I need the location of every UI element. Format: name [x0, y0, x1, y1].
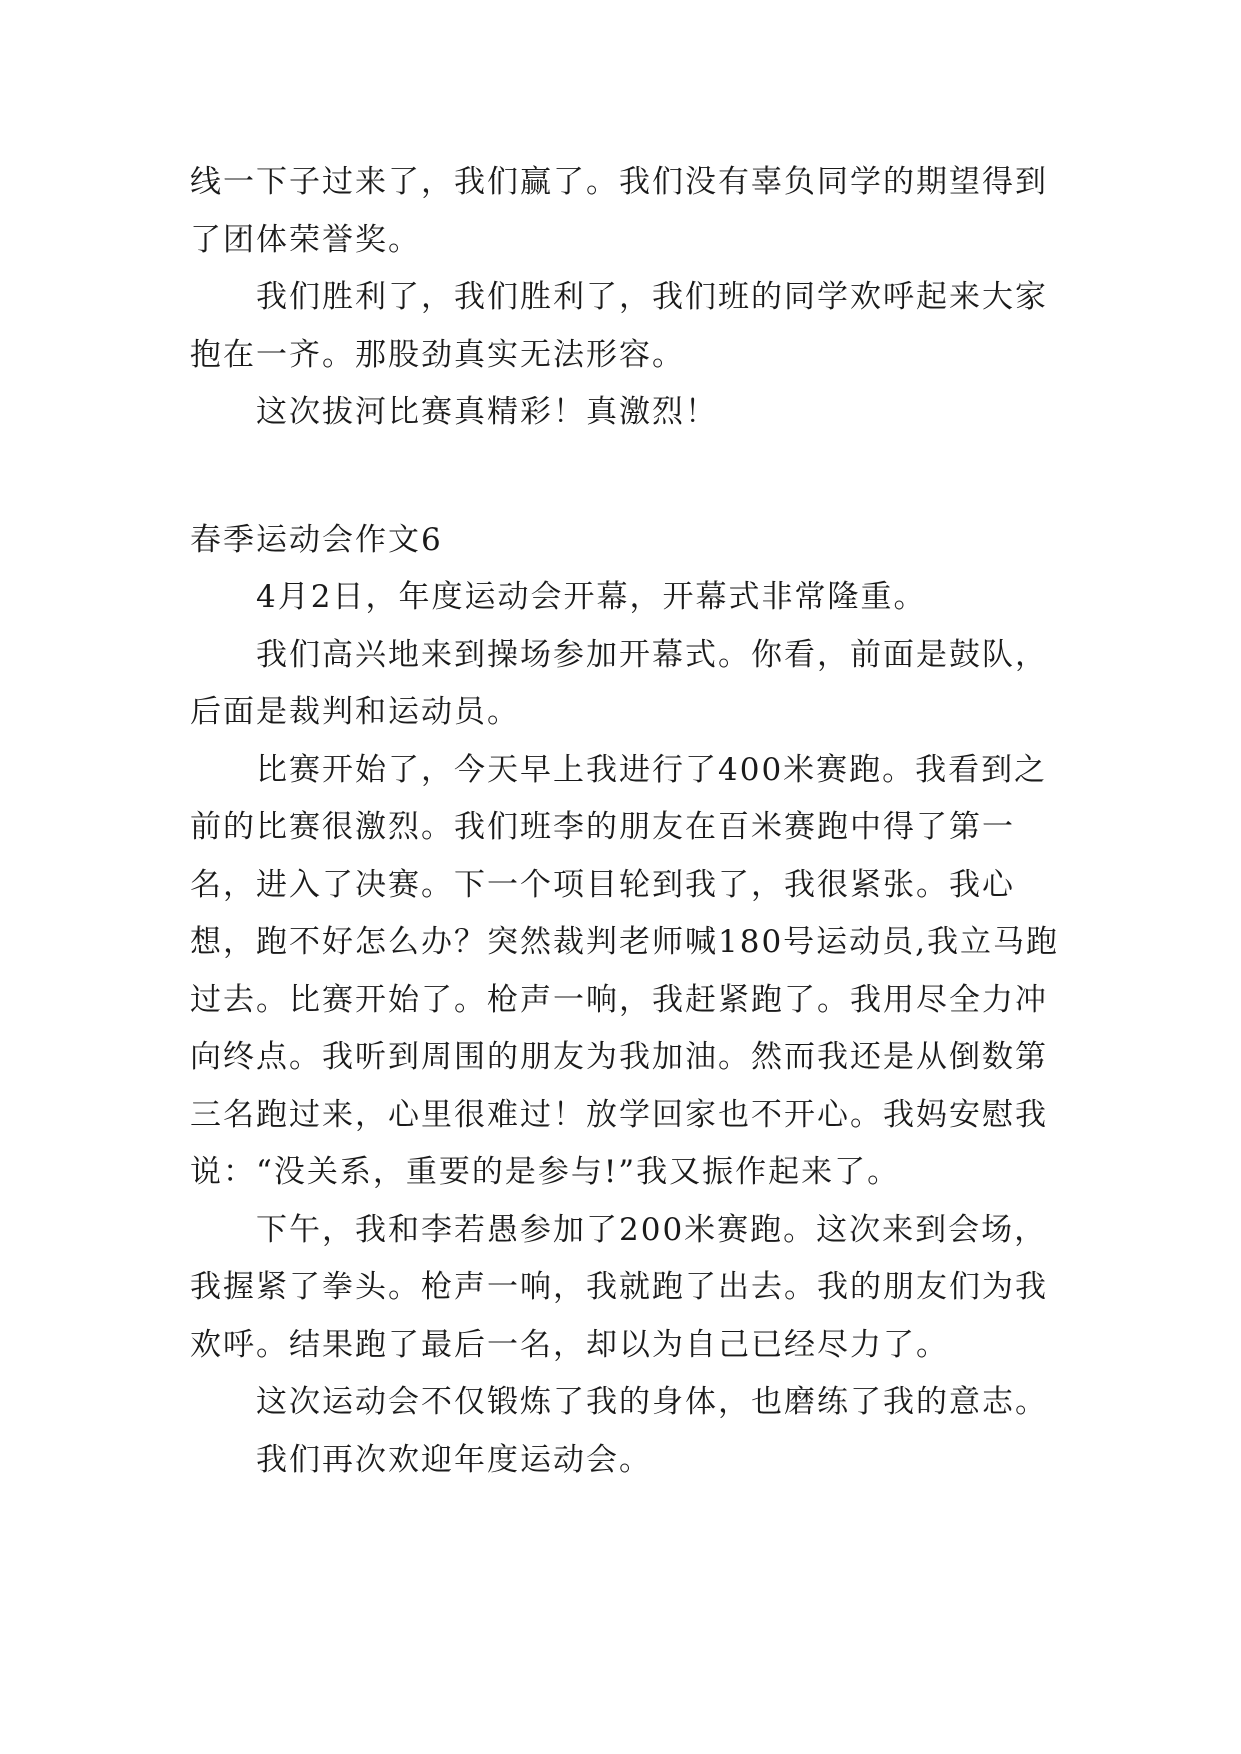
paragraph-tug-of-war-summary: 这次拔河比赛真精彩！真激烈！: [256, 394, 718, 430]
section-title: 春季运动会作文6: [190, 521, 443, 558]
paragraph-opening: 4月2日，年度运动会开幕，开幕式非常隆重。: [256, 579, 927, 615]
paragraph-victory: 我们胜利了，我们胜利了，我们班的同学欢呼起来大家抱在一齐。那股劲真实无法形容。: [190, 279, 1048, 373]
paragraph-reflection: 这次运动会不仅锻炼了我的身体，也磨练了我的意志。: [256, 1384, 1048, 1420]
paragraph-continued: 线一下子过来了，我们赢了。我们没有辜负同学的期望得到了团体荣誉奖。: [190, 164, 1048, 258]
document-body: [190, 154, 1070, 1489]
paragraph-400m-race: 比赛开始了，今天早上我进行了400米赛跑。我看到之前的比赛很激烈。我们班李的朋友在百米赛跑中得了第一名，进入了决赛。下一个项目轮到我了，我很紧张。我心想，跑不好怎么办？突然裁判老师喊180号运动员,我立马跑过去。比赛开始了。枪声一响，我赶紧跑了。我用尽全力冲向终点。我听到周围的朋友为我加油。然而我还是从倒数第三名跑过来，心里很难过！放学回家也不开心。我妈安慰我说：“没关系，重要的是参与!”我又振作起来了。: [190, 751, 1060, 1190]
paragraph-ceremony: 我们高兴地来到操场参加开幕式。你看，前面是鼓队，后面是裁判和运动员。: [190, 636, 1048, 730]
paragraph-200m-race: 下午，我和李若愚参加了200米赛跑。这次来到会场，我握紧了拳头。枪声一响，我就跑了出去。我的朋友们为我欢呼。结果跑了最后一名，却以为自己已经尽力了。: [190, 1211, 1048, 1363]
paragraph-closing: 我们再次欢迎年度运动会。: [256, 1441, 652, 1478]
